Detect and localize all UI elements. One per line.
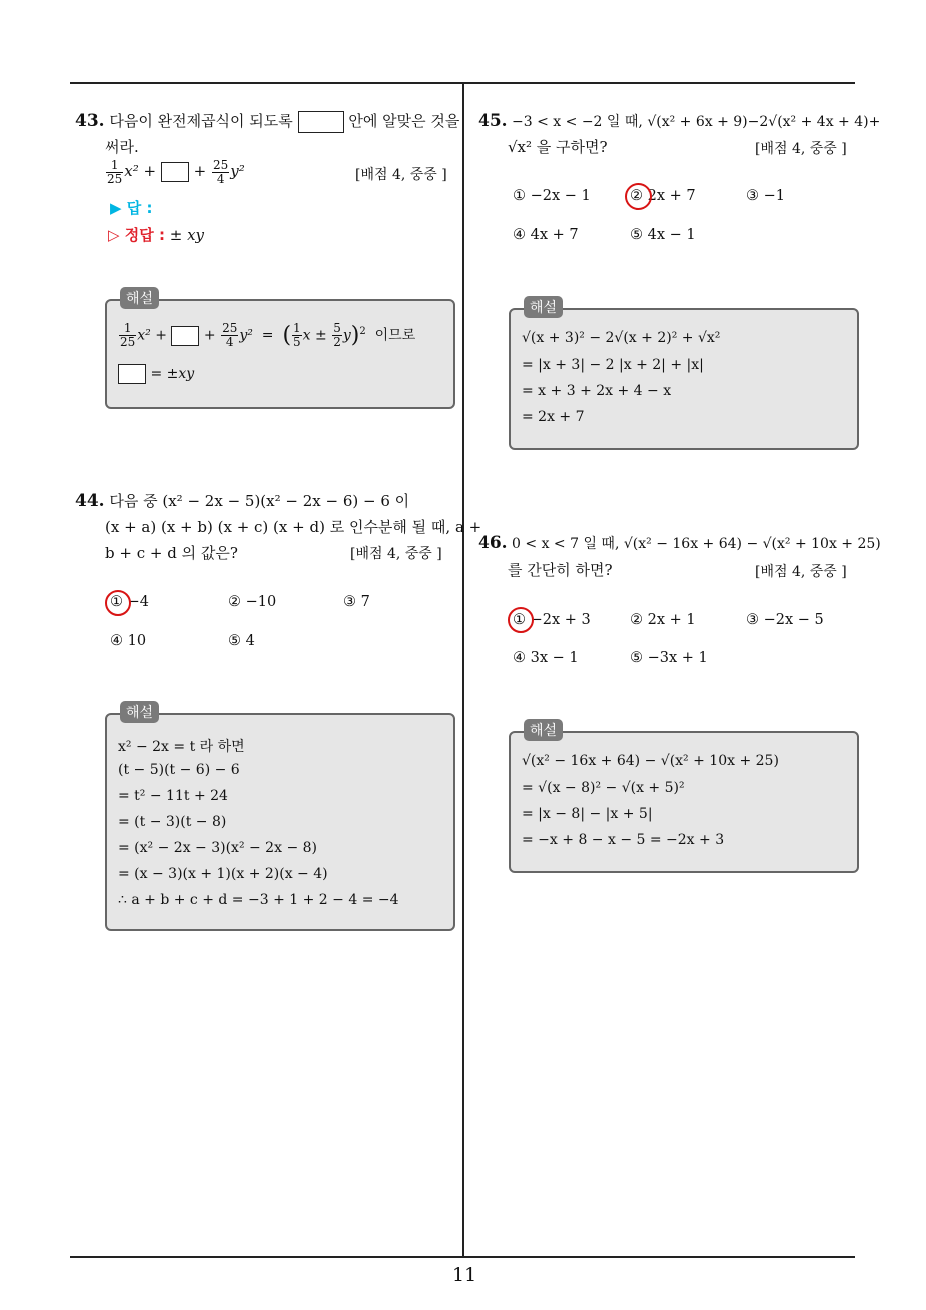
q46-solution-line: √(x² − 16x + 64) − √(x² + 10x + 25) [522,753,779,769]
q44-solution-line: ∴ a + b + c + d = −3 + 1 + 2 − 4 = −4 [118,892,399,908]
q45-solution-tag: 해설 [524,296,563,318]
q44-line2: (x + a) (x + b) (x + c) (x + d) 로 인수분해 될 때, a + [105,518,482,536]
q46-line1: 46. 0 < x < 7 일 때, √(x² − 16x + 64) − √(x² + 10x + 25) [478,533,881,553]
q46-choice-3[interactable]: ③ −2x − 5 [746,612,824,628]
q43-solution-tag: 해설 [120,287,159,309]
q45-choice-5[interactable]: ⑤ 4x − 1 [630,227,696,243]
q45-choice-4[interactable]: ④ 4x + 7 [513,227,579,243]
q45-line1: 45. −3 < x < −2 일 때, √(x² + 6x + 9)−2√(x² + 4x + 4)+ [478,111,881,131]
q45-rating: [배점 4, 중중 ] [755,141,847,157]
q46-choice-1[interactable]: ① −2x + 3 [513,612,591,628]
q45-solution-line: = 2x + 7 [522,409,585,425]
q44-rating: [배점 4, 중중 ] [350,546,442,562]
q46-choice-5[interactable]: ⑤ −3x + 1 [630,650,708,666]
q44-choice-4[interactable]: ④ 10 [110,633,147,649]
bottom-rule [70,1256,855,1258]
q43-number: 43. [75,111,105,131]
q46-solution-tag: 해설 [524,719,563,741]
q45-line2: √x² 을 구하면? [508,138,608,156]
q43-line1: 43. 다음이 완전제곱식이 되도록 안에 알맞은 것을 [75,111,460,131]
q44-choice-2[interactable]: ② −10 [228,594,277,610]
q44-selected-mark [105,590,131,616]
q44-solution-line: (t − 5)(t − 6) − 6 [118,762,240,778]
q44-choice-3[interactable]: ③ 7 [343,594,370,610]
q45-choice-1[interactable]: ① −2x − 1 [513,188,591,204]
q45-solution-line: = x + 3 + 2x + 4 − x [522,383,672,399]
q45-choice-2[interactable]: ② 2x + 7 [630,188,696,204]
q43-expression: $\frac{1}{25}$ x² + + $\frac{25}{4}$ y² [107,157,245,186]
q43-blank-box [298,111,344,133]
column-divider [462,82,464,1257]
q46-selected-mark [508,607,534,633]
q45-choice-3[interactable]: ③ −1 [746,188,785,204]
q44-solution-line: = (x − 3)(x + 1)(x + 2)(x − 4) [118,866,328,882]
q44-solution-line: = (x² − 2x − 3)(x² − 2x − 8) [118,840,317,856]
q44-choice-5[interactable]: ⑤ 4 [228,633,255,649]
q44-solution-line: = (t − 3)(t − 8) [118,814,227,830]
q43-solution-line1: $\frac{1}{25}$ x² + + $\frac{25}{4}$ y² = ( $\frac{1}{5}$ x ± $\frac{5}{2}$ y)$^2$ 이므로 [120,321,416,349]
q43-expr-blank [161,162,189,182]
q45-solution-line: = |x + 3| − 2 |x + 2| + |x| [522,357,704,373]
q46-solution-line: = |x − 8| − |x + 5| [522,806,653,822]
q44-solution-tag: 해설 [120,701,159,723]
q46-choice-2[interactable]: ② 2x + 1 [630,612,696,628]
q43-correct-answer: ▷ 정답 : ± xy [108,226,205,244]
q44-choice-1[interactable]: ① −4 [110,594,149,610]
q46-rating: [배점 4, 중중 ] [755,564,847,580]
q43-line2: 써라. [105,138,139,156]
q44-solution-line: x² − 2x = t 라 하면 [118,739,245,755]
q43-rating: [배점 4, 중중 ] [355,167,447,183]
q46-solution-line: = −x + 8 − x − 5 = −2x + 3 [522,832,725,848]
q43-answer-label: ▶ 답 : [110,199,153,217]
q45-selected-mark [625,183,652,210]
q43-solution-line2: = ±xy [118,364,194,384]
q46-solution-line: = √(x − 8)² − √(x + 5)² [522,780,685,796]
page-number: 11 [452,1264,477,1286]
q44-line3: b + c + d 의 값은? [105,544,238,562]
q46-choice-4[interactable]: ④ 3x − 1 [513,650,579,666]
q44-line1: 44. 다음 중 (x² − 2x − 5)(x² − 2x − 6) − 6 이 [75,491,410,511]
q45-solution-line: √(x + 3)² − 2√(x + 2)² + √x² [522,330,721,346]
q43-solution-box [105,299,455,409]
q44-solution-line: = t² − 11t + 24 [118,788,228,804]
q46-line2: 를 간단히 하면? [508,561,613,579]
